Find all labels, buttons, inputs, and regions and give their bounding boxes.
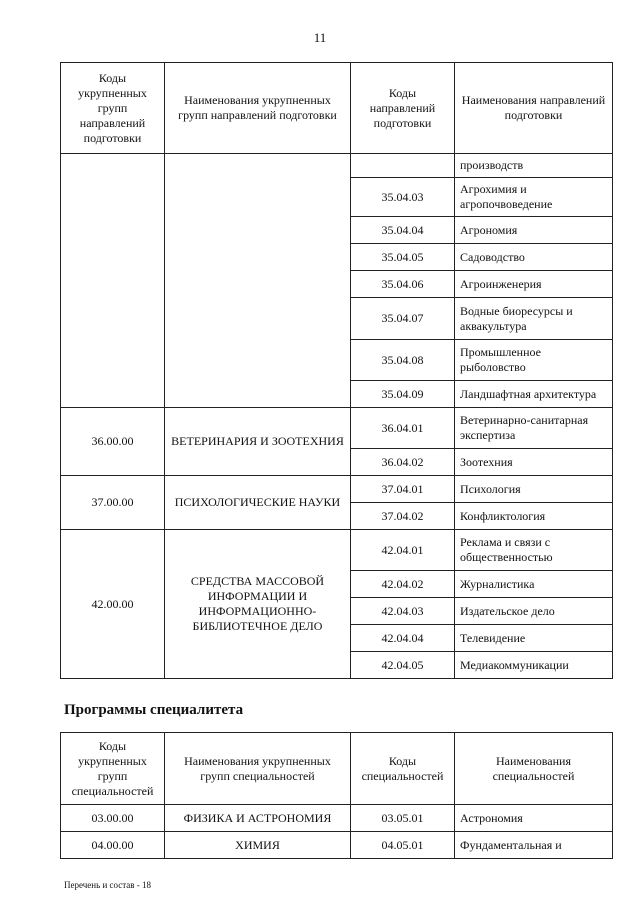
direction-name: Зоотехния xyxy=(455,449,613,476)
group-name-cell: ХИМИЯ xyxy=(165,832,351,859)
direction-code: 36.04.02 xyxy=(351,449,455,476)
direction-name: Промышленное рыболовство xyxy=(455,340,613,381)
table-header-row xyxy=(61,63,613,154)
direction-code: 35.04.06 xyxy=(351,271,455,298)
direction-code: 42.04.02 xyxy=(351,571,455,598)
section-heading: Программы специалитета xyxy=(64,702,244,718)
specialties-table xyxy=(60,732,613,859)
spec-code: 03.05.01 xyxy=(351,805,455,832)
table-row xyxy=(61,154,613,178)
group-name-cell: ВЕТЕРИНАРИЯ И ЗООТЕХНИЯ xyxy=(165,408,351,476)
spec-code: 04.05.01 xyxy=(351,832,455,859)
group-code-cell xyxy=(61,154,165,408)
header-direction-code: Коды направлений подготовки xyxy=(351,63,455,154)
direction-code: 37.04.02 xyxy=(351,503,455,530)
direction-code: 42.04.04 xyxy=(351,625,455,652)
direction-code xyxy=(351,154,455,178)
group-code-cell: 03.00.00 xyxy=(61,805,165,832)
direction-code: 35.04.08 xyxy=(351,340,455,381)
spec-name: Фундаментальная и xyxy=(455,832,613,859)
group-name-cell: ПСИХОЛОГИЧЕСКИЕ НАУКИ xyxy=(165,476,351,530)
group-name-cell xyxy=(165,154,351,408)
header-spec-name: Наименования специальностей xyxy=(455,733,613,805)
group-name-cell: ФИЗИКА И АСТРОНОМИЯ xyxy=(165,805,351,832)
direction-name: Медиакоммуникации xyxy=(455,652,613,679)
table-row xyxy=(61,476,613,503)
header-group-code: Коды укрупненных групп специальностей xyxy=(61,733,165,805)
group-code-cell: 04.00.00 xyxy=(61,832,165,859)
page-number: 11 xyxy=(313,30,327,45)
table-row xyxy=(61,805,613,832)
direction-code: 42.04.05 xyxy=(351,652,455,679)
direction-code: 36.04.01 xyxy=(351,408,455,449)
direction-name: Телевидение xyxy=(455,625,613,652)
header-group-name: Наименования укрупненных групп направлений подготовки xyxy=(165,63,351,154)
direction-name: Реклама и связи с общественностью xyxy=(455,530,613,571)
direction-name: Садоводство xyxy=(455,244,613,271)
header-direction-name: Наименования направлений подготовки xyxy=(455,63,613,154)
direction-code: 35.04.04 xyxy=(351,217,455,244)
direction-name: Издательское дело xyxy=(455,598,613,625)
direction-code: 42.04.01 xyxy=(351,530,455,571)
table-row xyxy=(61,530,613,571)
direction-name: Водные биоресурсы и аквакультура xyxy=(455,298,613,340)
direction-code: 37.04.01 xyxy=(351,476,455,503)
direction-name: Ветеринарно-санитарная экспертиза xyxy=(455,408,613,449)
direction-code: 35.04.07 xyxy=(351,298,455,340)
table-header-row xyxy=(61,733,613,805)
direction-name: Журналистика xyxy=(455,571,613,598)
group-name-cell: СРЕДСТВА МАССОВОЙ ИНФОРМАЦИИ И ИНФОРМАЦИОННО-БИБЛИОТЕЧНОЕ ДЕЛО xyxy=(165,530,351,679)
group-code-cell: 42.00.00 xyxy=(61,530,165,679)
directions-table xyxy=(60,62,613,679)
direction-name: Ландшафтная архитектура xyxy=(455,381,613,408)
footer-note: Перечень и состав - 18 xyxy=(64,880,152,890)
direction-name: Агрохимия и агропочвоведение xyxy=(455,178,613,217)
direction-name: Конфликтология xyxy=(455,503,613,530)
direction-name: Агрономия xyxy=(455,217,613,244)
direction-name: Психология xyxy=(455,476,613,503)
group-code-cell: 36.00.00 xyxy=(61,408,165,476)
direction-name: Агроинженерия xyxy=(455,271,613,298)
direction-name: производств xyxy=(455,154,613,178)
header-spec-code: Коды специальностей xyxy=(351,733,455,805)
header-group-name: Наименования укрупненных групп специальностей xyxy=(165,733,351,805)
direction-code: 42.04.03 xyxy=(351,598,455,625)
direction-code: 35.04.03 xyxy=(351,178,455,217)
table-row xyxy=(61,832,613,859)
direction-code: 35.04.09 xyxy=(351,381,455,408)
spec-name: Астрономия xyxy=(455,805,613,832)
header-group-code: Коды укрупненных групп направлений подготовки xyxy=(61,63,165,154)
group-code-cell: 37.00.00 xyxy=(61,476,165,530)
direction-code: 35.04.05 xyxy=(351,244,455,271)
table-row xyxy=(61,408,613,449)
